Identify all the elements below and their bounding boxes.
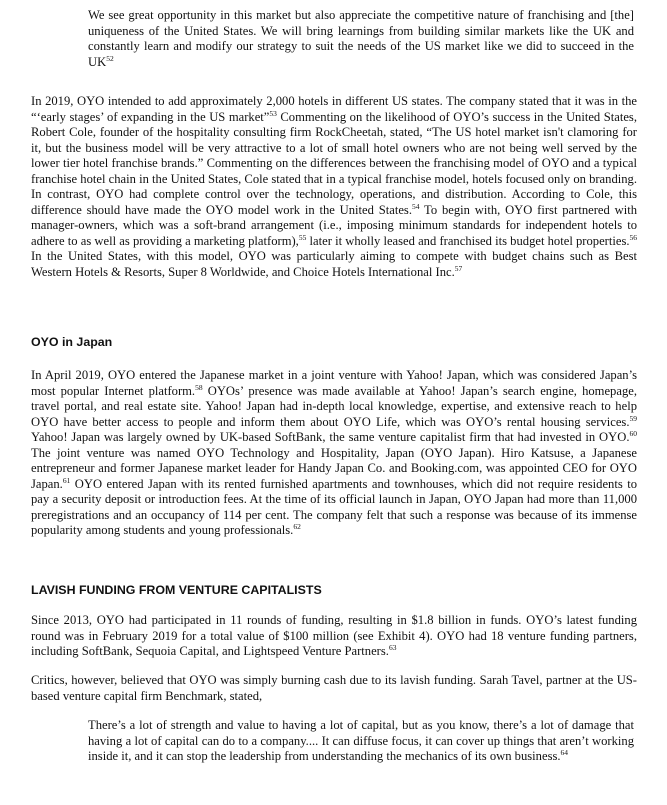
footnote-ref: 59: [629, 413, 637, 423]
us-market-paragraph: In 2019, OYO intended to add approximately 2,000 hotels in different US states. The company stated that it was in the “‘early stages’ of expanding in the US market”$^{53}$ Commenting on the likelihood of OYO’s success in the United States, Robert Cole, founder of the hospitality consulting firm RockCheetah, stated, “The US hotel market isn't clamoring for it, but the business model will be very attractive to a lot of small hotel owners who are not being well served by the lower tier hotel franchise brands.” Commenting on the differences between the franchising model of OYO and a typical franchise hotel chain in the United States, Cole stated that in a typical franchise model, hotels focused only on branding. In contrast, OYO had complete control over the technology, operations, and distribution. According to Cole, this difference should have made the OYO model work in the United States.$^{54}$ To begin with, OYO first partnered with manager-owners, which was a soft-brand arrangement (i.e., imposing minimum standards for independent hotels to adhere to as well as providing a marketing platform),$^{55}$ later it wholly leased and franchised its budget hotel properties.$^{56}$ In the United States, with this model, OYO was particularly aiming to compete with budget chains such as Best Western Hotels & Resorts, Super 8 Worldwide, and Choice Hotels International Inc.$^{57}$: [31, 94, 638, 279]
critics-paragraph: Critics, however, believed that OYO was simply burning cash due to its lavish funding. Sarah Tavel, partner at the US-based venture capital firm Benchmark, stated,: [31, 673, 637, 703]
section-heading-lavish-funding: LAVISH FUNDING FROM VENTURE CAPITALISTS: [31, 583, 322, 597]
us-expansion-quote: We see great opportunity in this market but also appreciate the competitive nature of franchising and [the] uniqueness of the United States. We will bring learnings from building similar markets like the UK and constantly learn and modify our strategy to suit the needs of the US market like we did to succeed in the UK$^{52}$: [88, 8, 634, 69]
footnote-ref: 57: [454, 263, 463, 273]
section-heading-oyo-japan: OYO in Japan: [31, 335, 113, 349]
footnote-ref: 61: [62, 475, 71, 485]
footnote-ref: 52: [106, 53, 114, 63]
footnote-ref: 56: [629, 232, 638, 242]
footnote-ref: 58: [195, 382, 203, 392]
japan-paragraph: In April 2019, OYO entered the Japanese market in a joint venture with Yahoo! Japan, which was considered Japan’s most popular Internet platform.$^{58}$ OYOs’ presence was made available at Yahoo! Japan’s search engine, homepage, travel portal, and real estate site. Yahoo! Japan had in-depth local knowledge, expertise, and extensive reach to help OYO have better access to people and inform them about OYO Life, which was OYO’s rental housing services.$^{59}$ Yahoo! Japan was largely owned by UK-based SoftBank, the same venture capitalist firm that had invested in OYO.$^{60}$ The joint venture was named OYO Technology and Hospitality, Japan (OYO Japan). Hiro Katsuse, a Japanese entrepreneur and former Japanese market leader for Handy Japan Co. and Booking.com, was appointed CEO for OYO Japan.$^{61}$ OYO entered Japan with its rented furnished apartments and townhouses, which did not require residents to pay a security deposit or introduction fees. At the time of its official launch in Japan, OYO Japan had more than 11,000 preregistrations and an occupancy of 114 per cent. The company felt that such a response was because of its immense popularity among students and young professionals.$^{62}$: [31, 368, 637, 537]
footnote-ref: 62: [293, 522, 301, 531]
footnote-ref: 60: [629, 429, 637, 438]
footnote-ref: 64: [560, 748, 569, 757]
footnote-ref: 53: [269, 108, 277, 118]
footnote-ref: 54: [411, 201, 420, 211]
tavel-quote: There’s a lot of strength and value to having a lot of capital, but as you know, there’s a lot of damage that having a lot of capital can do to a company.... It can diffuse focus, it can cover up things that aren’t working inside it, and it can stop the leadership from understanding the mechanics of its own business.$^{64}$: [88, 718, 634, 763]
footnote-ref: 55: [298, 232, 307, 242]
funding-paragraph: Since 2013, OYO had participated in 11 rounds of funding, resulting in $1.8 billion in funds. OYO’s latest funding round was in February 2019 for a total value of $100 million (see Exhibit 4). OYO had 18 venture funding partners, including SoftBank, Sequoia Capital, and Lightspeed Venture Partners.$^{63}$: [31, 613, 637, 658]
footnote-ref: 63: [388, 643, 397, 652]
